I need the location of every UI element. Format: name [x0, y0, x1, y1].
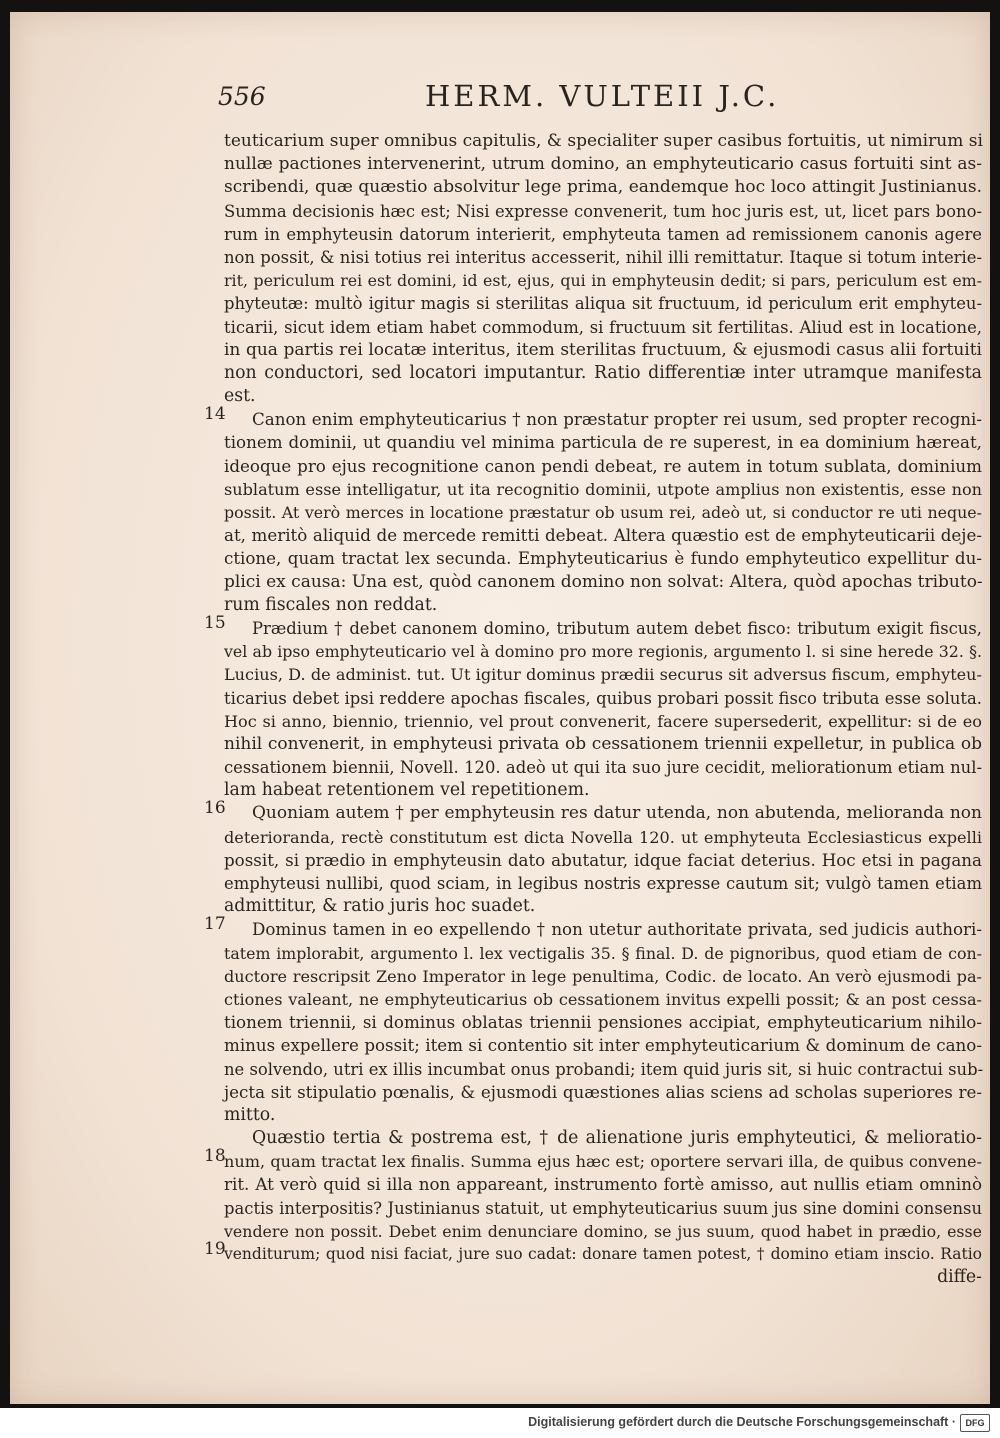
text-line: possit, si prædio in emphyteusin dato abutatur, idque faciat deterius. Hoc etsi in pagana	[224, 849, 982, 870]
text-line: non conductori, sed locatori imputantur. Ratio differentiæ inter utramque manifesta	[224, 362, 982, 383]
text-line: Quæstio tertia & postrema est, † de alienatione juris emphyteutici, & melioratio-	[252, 1128, 982, 1149]
text-line: plici ex causa: Una est, quòd canonem domino non solvat: Altera, quòd apochas tributo-	[224, 571, 983, 592]
text-line: jecta sit stipulatio pœnalis, & ejusmodi quæstiones alias sciens ad scholas superiores re-	[224, 1081, 982, 1102]
text-line: Summa decisionis hæc est; Nisi expresse convenerit, tum hoc juris est, ut, licet pars bono-	[224, 201, 982, 221]
text-line: ne solvendo, utri ex illis incumbat onus probandi; item quid juris sit, si huic contractui sub-	[224, 1059, 984, 1079]
text-line: ticarii, sicut idem etiam habet commodum, si fructuum sit fertilitas. Aliud est in locatione,	[224, 317, 982, 337]
text-line: Canon enim emphyteuticarius † non præstatur propter rei usum, sed propter recogni-	[252, 409, 982, 430]
text-line: rit. At verò quid si illa non appareant, instrumento fortè amisso, aut nullis etiam omninò	[224, 1174, 982, 1195]
text-line: deterioranda, rectè constitutum est dicta Novella 120. ut emphyteuta Ecclesiasticus expelli	[224, 827, 982, 847]
margin-number: 19	[204, 1239, 226, 1259]
text-line: venditurum; quod nisi faciat, jure suo cadat: donare tamen potest, † domino etiam inscio. Ratio	[224, 1245, 982, 1263]
text-line: rit, periculum rei est domini, id est, ejus, qui in emphyteusin dedit; si pars, periculum est em-	[224, 271, 982, 291]
text-line: minus expellere possit; item si contentio sit inter emphyteuticarium & dominum de cano-	[224, 1035, 982, 1056]
catchword: diffe-	[937, 1267, 982, 1288]
text-line: at, meritò aliquid de mercede remitti debeat. Altera quæstio est de emphyteuticarii deje-	[224, 525, 982, 546]
footer-bar	[0, 1408, 1000, 1438]
text-line: teuticarium super omnibus capitulis, & specialiter super casibus fortuitis, ut nimirum si	[224, 131, 983, 151]
text-line: Quoniam autem † per emphyteusin res datur utenda, non abutenda, melioranda non	[252, 803, 982, 824]
text-line: emphyteusi nullibi, quod sciam, in legibus nostris expresse cautum sit; vulgò tamen etiam	[224, 874, 982, 893]
text-line: ideoque pro ejus recognitione canon pendi debeat, re autem in totum sublata, dominium	[224, 455, 982, 476]
text-line: ductore rescripsit Zeno Imperator in lege penultima, Codic. de locato. An verò ejusmodi pa-	[224, 966, 982, 986]
dfg-logo: DFG	[960, 1414, 990, 1432]
text-line: phyteutæ: multò igitur magis si sterilitas aliqua sit fructuum, id periculum erit emphyteu-	[224, 294, 982, 314]
text-line: nullæ pactiones intervenerint, utrum domino, an emphyteuticario casus fortuiti sint as-	[224, 154, 982, 175]
text-line: vel ab ipso emphyteuticario vel à domino pro more regionis, argumento l. si sine herede 32. §.	[224, 642, 982, 662]
text-line: tatem implorabit, argumento l. lex vectigalis 35. § final. D. de pignoribus, quod etiam de con-	[224, 943, 982, 963]
margin-number: 18	[204, 1146, 226, 1166]
text-line: Hoc si anno, biennio, triennio, vel prout convenerit, facere supersederit, expellitur: si de eo	[224, 711, 982, 731]
text-line: admittitur, & ratio juris hoc suadet.	[224, 896, 536, 917]
text-line: Dominus tamen in eo expellendo † non utetur authoritate privata, sed judicis authori-	[252, 919, 982, 940]
text-line: scribendi, quæ quæstio absolvitur lege prima, eandemque hoc loco attingit Justinianus.	[224, 177, 982, 198]
text-line: num, quam tractat lex finalis. Summa ejus hæc est; oportere servari illa, de quibus convene-	[224, 1152, 982, 1172]
margin-number: 14	[204, 404, 226, 424]
text-line: nihil convenerit, in emphyteusi privata ob cessationem triennii expelletur, in publica ob	[224, 733, 982, 754]
text-line: lam habeat retentionem vel repetitionem.	[224, 780, 590, 801]
text-line: Lucius, D. de administ. tut. Ut igitur dominus prædii securus sit adversus fiscum, emphyteu-	[224, 665, 982, 685]
text-line: rum in emphyteusin datorum interierit, emphyteuta tamen ad remissionem canonis agere	[224, 224, 982, 244]
text-line: tionem dominii, ut quandiu vel minima particula de re superest, in ea dominium hæreat,	[224, 432, 982, 453]
text-line: est.	[224, 386, 256, 407]
text-line: pactis interpositis? Justinianus statuit, ut emphyteuticarius suum jus sine domini consensu	[224, 1198, 982, 1218]
margin-number: 16	[204, 798, 226, 818]
body-text	[224, 130, 982, 1289]
margin-number: 17	[204, 914, 226, 934]
text-line: in qua partis rei locatæ interitus, item sterilitas fructuum, & ejusmodi casus alii fortuiti	[224, 339, 982, 360]
text-line: cessationem biennii, Novell. 120. adeò ut qui ita suo jure cecidit, meliorationum etiam nul-	[224, 758, 982, 778]
text-line: ctiones valeant, ne emphyteuticarius ob cessationem invitus expelli possit; & an post cessa-	[224, 989, 982, 1009]
margin-number: 15	[204, 613, 226, 633]
text-line: ctione, quam tractat lex secunda. Emphyteuticarius è fundo emphyteutico expellitur du-	[224, 548, 982, 569]
text-line: possit. At verò merces in locatione præstatur ob usum rei, adeò ut, si conductor re uti neque-	[224, 503, 982, 522]
text-line: mitto.	[224, 1104, 276, 1125]
text-line: rum fiscales non reddat.	[224, 594, 438, 615]
text-line: sublatum esse intelligatur, ut ita recognitio dominii, utpote amplius non existentis, esse non	[224, 479, 982, 499]
text-line: ticarius debet ipsi reddere apochas fiscales, quibus probari possit fisco tributa esse soluta.	[224, 688, 982, 708]
text-line: tionem triennii, si dominus oblatas triennii pensiones accipiat, emphyteuticarium nihilo-	[224, 1012, 982, 1033]
text-line: vendere non possit. Debet enim denunciare domino, se jus suum, quod habet in prædio, esse	[224, 1221, 982, 1241]
page-number: 556	[218, 82, 266, 111]
text-line: Prædium † debet canonem domino, tributum autem debet fisco: tributum exigit fiscus,	[252, 618, 982, 638]
running-head: HERM. VULTEII J.C.	[425, 79, 780, 113]
funding-credit: Digitalisierung gefördert durch die Deutsche Forschungsgemeinschaft ·	[528, 1415, 956, 1429]
text-line: non possit, & nisi totius rei interitus accesserit, nihil illi remittatur. Itaque si totum interie-	[224, 247, 982, 267]
